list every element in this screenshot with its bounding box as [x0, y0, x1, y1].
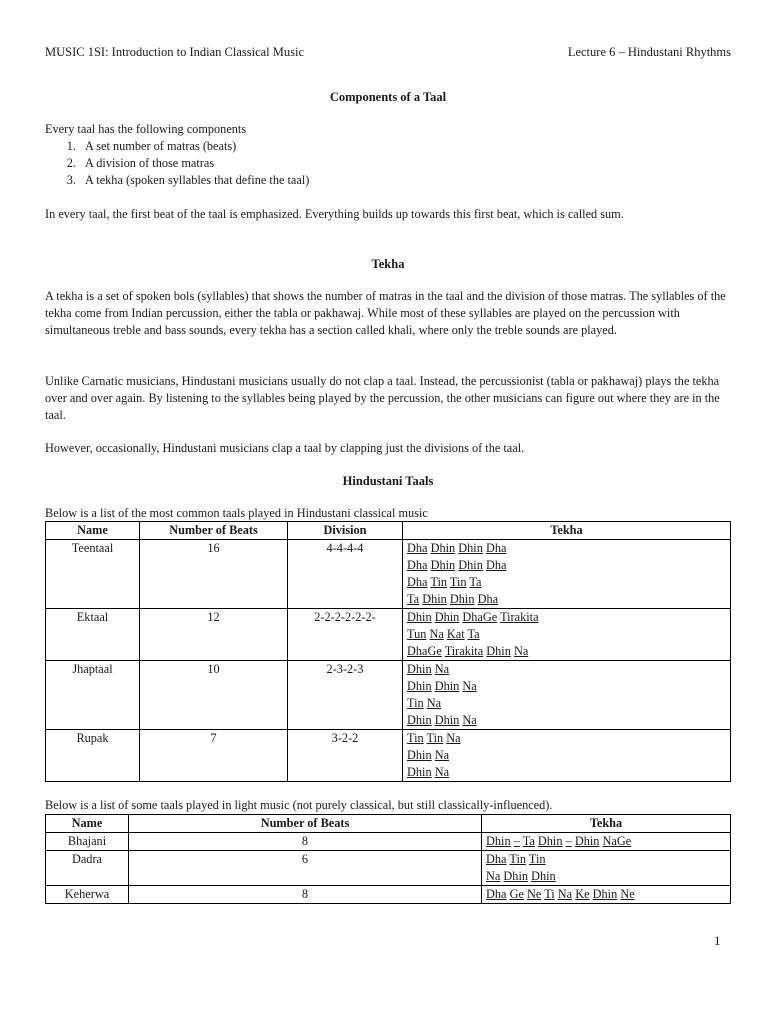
- tekha-cell: [482, 851, 731, 886]
- table2-header-beats: Number of Beats: [129, 815, 482, 833]
- tekha-bol: Na: [426, 696, 442, 710]
- tekha-bol: Dha: [485, 541, 507, 555]
- table-row: [46, 540, 731, 609]
- table1-header-row: [46, 522, 731, 540]
- tekha-bol: Tin: [426, 731, 444, 745]
- taal-name-cell: Keherwa: [46, 886, 129, 904]
- tekha-cell: [403, 540, 731, 609]
- table-row: [46, 851, 731, 886]
- tekha-bol: Tin: [528, 852, 546, 866]
- taal-name-cell: Ektaal: [46, 609, 140, 661]
- taal-name-cell: Jhaptaal: [46, 661, 140, 730]
- taal-name-cell: Teentaal: [46, 540, 140, 609]
- tekha-line: [407, 730, 726, 747]
- tekha-bol: –: [513, 834, 520, 848]
- tekha-bol: Na: [446, 731, 461, 745]
- taal-name-cell: Rupak: [46, 730, 140, 782]
- division-cell: 2-3-2-3: [288, 661, 403, 730]
- taal-name-cell: Dadra: [46, 851, 129, 886]
- tekha-bol: Na: [434, 765, 450, 779]
- tekha-bol: Tin: [407, 696, 424, 710]
- tekha-bol: DhaGe: [407, 644, 442, 658]
- table2-header-tekha: Tekha: [482, 815, 731, 833]
- tekha-bol: Tin: [430, 575, 448, 589]
- table1-caption: Below is a list of the most common taals played in Hindustani classical music: [45, 506, 428, 520]
- beats-cell: 8: [129, 833, 482, 851]
- tekha-bol: Dhin: [430, 558, 456, 572]
- tekha-cell: [403, 609, 731, 661]
- tekha-bol: Na: [434, 748, 450, 762]
- tekha-bol: Ne: [527, 887, 542, 901]
- tekha-bol: Dhin: [531, 869, 556, 883]
- tekha-bol: Dhin: [407, 713, 432, 727]
- tekha-line: [486, 886, 726, 903]
- table1-header-division: Division: [288, 522, 403, 540]
- tekha-bol: Dha: [486, 852, 507, 866]
- tekha-bol: Dhin: [434, 713, 460, 727]
- tekha-line: [407, 626, 726, 643]
- tekha-bol: Dha: [407, 558, 428, 572]
- tekha-bol: Tirakita: [444, 644, 484, 658]
- division-cell: 3-2-2: [288, 730, 403, 782]
- beats-cell: 6: [129, 851, 482, 886]
- tekha-bol: Ke: [575, 887, 590, 901]
- components-item-1: 1. A set number of matras (beats): [79, 138, 731, 155]
- tekha-bol: Na: [513, 644, 529, 658]
- division-cell: 4-4-4-4: [288, 540, 403, 609]
- header-lecture-title: Lecture 6 – Hindustani Rhythms: [567, 45, 731, 59]
- components-item-3: 3. A tekha (spoken syllables that define the taal): [79, 172, 731, 189]
- components-section: [45, 89, 731, 106]
- tekha-bol: Dha: [486, 887, 507, 901]
- tekha-bol: Dhin: [407, 662, 432, 676]
- table1-header-tekha: Tekha: [403, 522, 731, 540]
- tekha-bol: Dhin: [407, 610, 432, 624]
- tekha-bol: Ta: [522, 834, 535, 848]
- hindustani-taals-heading: Hindustani Taals: [342, 474, 434, 488]
- taal-name-cell: Bhajani: [46, 833, 129, 851]
- table2-body: [46, 833, 731, 904]
- tekha-bol: Dhin: [407, 748, 432, 762]
- tekha-bol: Na: [462, 713, 477, 727]
- tekha-cell: [482, 833, 731, 851]
- common-taals-table: [45, 521, 731, 782]
- beats-cell: 10: [140, 661, 288, 730]
- tekha-bol: Dhin: [486, 644, 511, 658]
- tekha-bol: Na: [557, 887, 573, 901]
- table-row: [46, 833, 731, 851]
- tekha-line: [486, 833, 726, 850]
- table1-header-beats: Number of Beats: [140, 522, 288, 540]
- tekha-cell: [403, 661, 731, 730]
- components-intro: Every taal has the following components: [45, 122, 247, 136]
- tekha-bol: Dhin: [407, 765, 432, 779]
- tekha-line: [407, 557, 726, 574]
- table2-caption: Below is a list of some taals played in light music (not purely classical, but still classically-influenced).: [45, 798, 553, 812]
- page-number: 1: [714, 933, 721, 948]
- tekha-cell: [403, 730, 731, 782]
- beats-cell: 16: [140, 540, 288, 609]
- tekha-bol: Dhin: [407, 679, 432, 693]
- tekha-bol: Ta: [407, 592, 420, 606]
- tekha-bol: Dha: [477, 592, 499, 606]
- tekha-line: [407, 678, 726, 695]
- tekha-line: [407, 764, 726, 781]
- tekha-bol: Dhin: [458, 558, 483, 572]
- division-cell: 2-2-2-2-2-2-: [288, 609, 403, 661]
- tekha-cell: [482, 886, 731, 904]
- tekha-bol: NaGe: [602, 834, 632, 848]
- tekha-line: [407, 712, 726, 729]
- tekha-line: [407, 540, 726, 557]
- table-row: [46, 886, 731, 904]
- tekha-bol: Dhin: [458, 541, 483, 555]
- tekha-bol: Ta: [469, 575, 482, 589]
- tekha-bol: Dhin: [430, 541, 456, 555]
- tekha-bol: Tirakita: [500, 610, 539, 624]
- tekha-line: [407, 574, 726, 591]
- tekha-bol: Ne: [620, 887, 635, 901]
- tekha-line: [407, 695, 726, 712]
- tekha-bol: Dhin: [449, 592, 475, 606]
- tekha-bol: Tin: [407, 731, 424, 745]
- table1-body: [46, 540, 731, 782]
- tekha-bol: DhaGe: [462, 610, 498, 624]
- tekha-bol: Na: [486, 869, 501, 883]
- table-row: [46, 661, 731, 730]
- table2-header-name: Name: [46, 815, 129, 833]
- tekha-line: [486, 868, 726, 885]
- tekha-bol: Dhin: [486, 834, 511, 848]
- tekha-bol: Tin: [449, 575, 467, 589]
- tekha-bol: Dhin: [422, 592, 447, 606]
- tekha-bol: Dha: [485, 558, 507, 572]
- tekha-line: [486, 851, 726, 868]
- tekha-bol: –: [565, 834, 572, 848]
- tekha-bol: Na: [462, 679, 477, 693]
- tekha-bol: Na: [429, 627, 444, 641]
- tekha-bol: Ti: [544, 887, 555, 901]
- sum-paragraph: In every taal, the first beat of the taal is emphasized. Everything builds up towards this first beat, which is called sum.: [45, 207, 624, 221]
- beats-cell: 12: [140, 609, 288, 661]
- components-item-2: 2. A division of those matras: [79, 155, 731, 172]
- tekha-bol: Dhin: [592, 887, 618, 901]
- components-body: [45, 121, 731, 189]
- tekha-bol: Tin: [509, 852, 527, 866]
- table1-header-name: Name: [46, 522, 140, 540]
- components-heading: Components of a Taal: [329, 90, 447, 104]
- table-row: [46, 730, 731, 782]
- beats-cell: 7: [140, 730, 288, 782]
- tekha-paragraph-2: Unlike Carnatic musicians, Hindustani musicians usually do not clap a taal. Instead, the percussionist (tabla or pakhawaj) plays the tekha over and over again. By listening to the syllables being played by the percussion, the other musicians can figure out where they are in the taal.: [45, 374, 720, 422]
- tekha-bol: Ta: [467, 627, 480, 641]
- light-music-taals-table: [45, 814, 731, 904]
- tekha-line: [407, 591, 726, 608]
- tekha-bol: Na: [434, 662, 450, 676]
- table2-header-row: [46, 815, 731, 833]
- tekha-line: [407, 609, 726, 626]
- tekha-paragraph-3: However, occasionally, Hindustani musicians clap a taal by clapping just the divisions of the taal.: [45, 441, 525, 455]
- components-list: [45, 138, 731, 189]
- tekha-bol: Kat: [446, 627, 465, 641]
- page-header: [45, 44, 731, 61]
- tekha-bol: Dha: [407, 575, 428, 589]
- tekha-heading: Tekha: [371, 257, 405, 271]
- tekha-bol: Tun: [407, 627, 427, 641]
- header-course-title: MUSIC 1SI: Introduction to Indian Classical Music: [45, 45, 305, 59]
- tekha-line: [407, 643, 726, 660]
- tekha-bol: Dhin: [574, 834, 600, 848]
- tekha-paragraph-1: A tekha is a set of spoken bols (syllables) that shows the number of matras in the taal and the division of those matras. The syllables of the tekha come from Indian percussion, either the tabla or pakhawaj. While most of these syllables are played on the percussion with simultaneous treble and bass sounds, every tekha has a section called khali, where only the treble sounds are played.: [45, 289, 726, 337]
- tekha-line: [407, 661, 726, 678]
- tekha-line: [407, 747, 726, 764]
- tekha-bol: Dhin: [537, 834, 563, 848]
- tekha-bol: Dha: [407, 541, 428, 555]
- table-row: [46, 609, 731, 661]
- tekha-bol: Dhin: [434, 610, 460, 624]
- tekha-bol: Ge: [509, 887, 524, 901]
- tekha-bol: Dhin: [503, 869, 529, 883]
- tekha-bol: Dhin: [434, 679, 460, 693]
- beats-cell: 8: [129, 886, 482, 904]
